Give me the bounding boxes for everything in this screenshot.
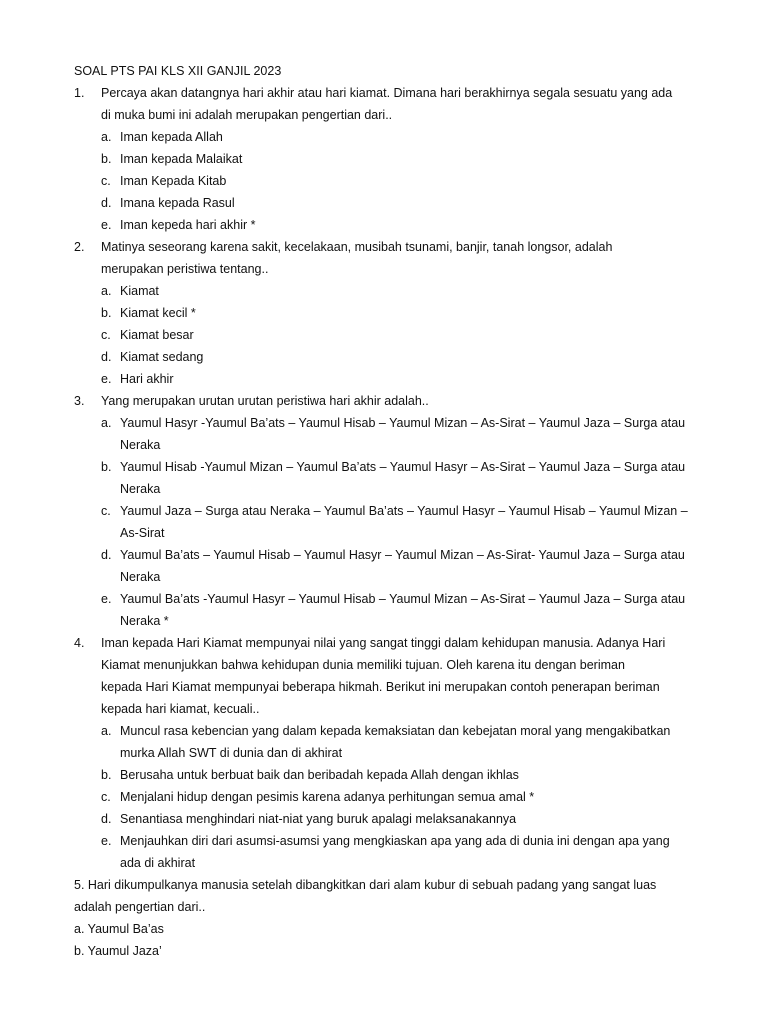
option-text: Muncul rasa kebencian yang dalam kepada kemaksiatan dan kebejatan moral yang mengakibatkan [120, 724, 671, 738]
option-text: Senantiasa menghindari niat-niat yang buruk apalagi melaksanakannya [120, 812, 517, 826]
option-label: b. [101, 768, 112, 782]
option-label: a. [101, 130, 112, 144]
option-label: b. [101, 152, 112, 166]
option-text: Iman kepada Malaikat [120, 152, 243, 166]
question-text-line: merupakan peristiwa tentang.. [101, 262, 269, 276]
question-text-line: adalah pengertian dari.. [74, 900, 206, 914]
option-text: Yaumul Hasyr -Yaumul Ba’ats – Yaumul Hisab – Yaumul Mizan – As-Sirat – Yaumul Jaza – Surga atau [120, 416, 686, 430]
option-label: c. [101, 790, 111, 804]
option-text: Berusaha untuk berbuat baik dan beribadah kepada Allah dengan ikhlas [120, 768, 519, 782]
option-label: a. [101, 416, 112, 430]
option-label: b. [101, 460, 112, 474]
option-label: c. [101, 328, 111, 342]
option-text-continued: As-Sirat [120, 526, 165, 540]
question-text-line: di muka bumi ini adalah merupakan pengertian dari.. [101, 108, 393, 122]
option-text: Iman kepeda hari akhir * [120, 218, 256, 232]
option-text: Kiamat sedang [120, 350, 204, 364]
option-label: e. [101, 834, 112, 848]
option-label: a. [101, 724, 112, 738]
option-text-continued: ada di akhirat [120, 856, 196, 870]
option-text-continued: Neraka [120, 438, 161, 452]
option-text: Menjauhkan diri dari asumsi-asumsi yang mengkiaskan apa yang ada di dunia ini dengan apa yang [120, 834, 670, 848]
option-label: e. [101, 372, 112, 386]
option-label: d. [101, 350, 112, 364]
option-text: a. Yaumul Ba’as [74, 922, 164, 936]
option-label: d. [101, 812, 112, 826]
option-text: Kiamat besar [120, 328, 194, 342]
question-text-line: kepada Hari Kiamat mempunyai beberapa hikmah. Berikut ini merupakan contoh penerapan beriman [101, 680, 660, 694]
question-text-line: Kiamat menunjukkan bahwa kehidupan dunia memiliki tujuan. Oleh karena itu dengan beriman [101, 658, 625, 672]
option-text-continued: Neraka * [120, 614, 169, 628]
question-number: 1. [74, 86, 85, 100]
question-text-line: kepada hari kiamat, kecuali.. [101, 702, 260, 716]
option-text: Imana kepada Rasul [120, 196, 235, 210]
question-number: 4. [74, 636, 85, 650]
option-text: Hari akhir [120, 372, 174, 386]
question-text-line: Yang merupakan urutan urutan peristiwa hari akhir adalah.. [101, 394, 429, 408]
question-text-line: Iman kepada Hari Kiamat mempunyai nilai yang sangat tinggi dalam kehidupan manusia. Adanya Hari [101, 636, 666, 650]
option-label: d. [101, 196, 112, 210]
document-title: SOAL PTS PAI KLS XII GANJIL 2023 [74, 64, 282, 78]
option-text: Iman kepada Allah [120, 130, 223, 144]
option-label: b. [101, 306, 112, 320]
option-label: a. [101, 284, 112, 298]
question-text-line: 5. Hari dikumpulkanya manusia setelah dibangkitkan dari alam kubur di sebuah padang yang sangat luas [74, 878, 657, 892]
option-label: c. [101, 174, 111, 188]
question-text-line: Matinya seseorang karena sakit, kecelakaan, musibah tsunami, banjir, tanah longsor, adalah [101, 240, 613, 254]
question-text-line: Percaya akan datangnya hari akhir atau hari kiamat. Dimana hari berakhirnya segala sesuatu yang ada [101, 86, 673, 100]
option-text: Yaumul Jaza – Surga atau Neraka – Yaumul Ba’ats – Yaumul Hasyr – Yaumul Hisab – Yaumul Mizan – [120, 504, 688, 518]
option-text: Yaumul Ba’ats – Yaumul Hisab – Yaumul Hasyr – Yaumul Mizan – As-Sirat- Yaumul Jaza – Surga atau [120, 548, 685, 562]
question-number: 3. [74, 394, 85, 408]
option-text-continued: Neraka [120, 570, 161, 584]
option-text: Kiamat [120, 284, 159, 298]
option-text-continued: Neraka [120, 482, 161, 496]
option-text: Yaumul Ba’ats -Yaumul Hasyr – Yaumul Hisab – Yaumul Mizan – As-Sirat – Yaumul Jaza – Surga atau [120, 592, 686, 606]
option-label: e. [101, 218, 112, 232]
option-label: c. [101, 504, 111, 518]
option-text-continued: murka Allah SWT di dunia dan di akhirat [120, 746, 343, 760]
option-text: Iman Kepada Kitab [120, 174, 227, 188]
option-label: e. [101, 592, 112, 606]
option-text: Yaumul Hisab -Yaumul Mizan – Yaumul Ba’ats – Yaumul Hasyr – As-Sirat – Yaumul Jaza – Surga atau [120, 460, 686, 474]
option-text: Kiamat kecil * [120, 306, 196, 320]
option-text: b. Yaumul Jaza’ [74, 944, 162, 958]
question-number: 2. [74, 240, 85, 254]
option-label: d. [101, 548, 112, 562]
option-text: Menjalani hidup dengan pesimis karena adanya perhitungan semua amal * [120, 790, 535, 804]
